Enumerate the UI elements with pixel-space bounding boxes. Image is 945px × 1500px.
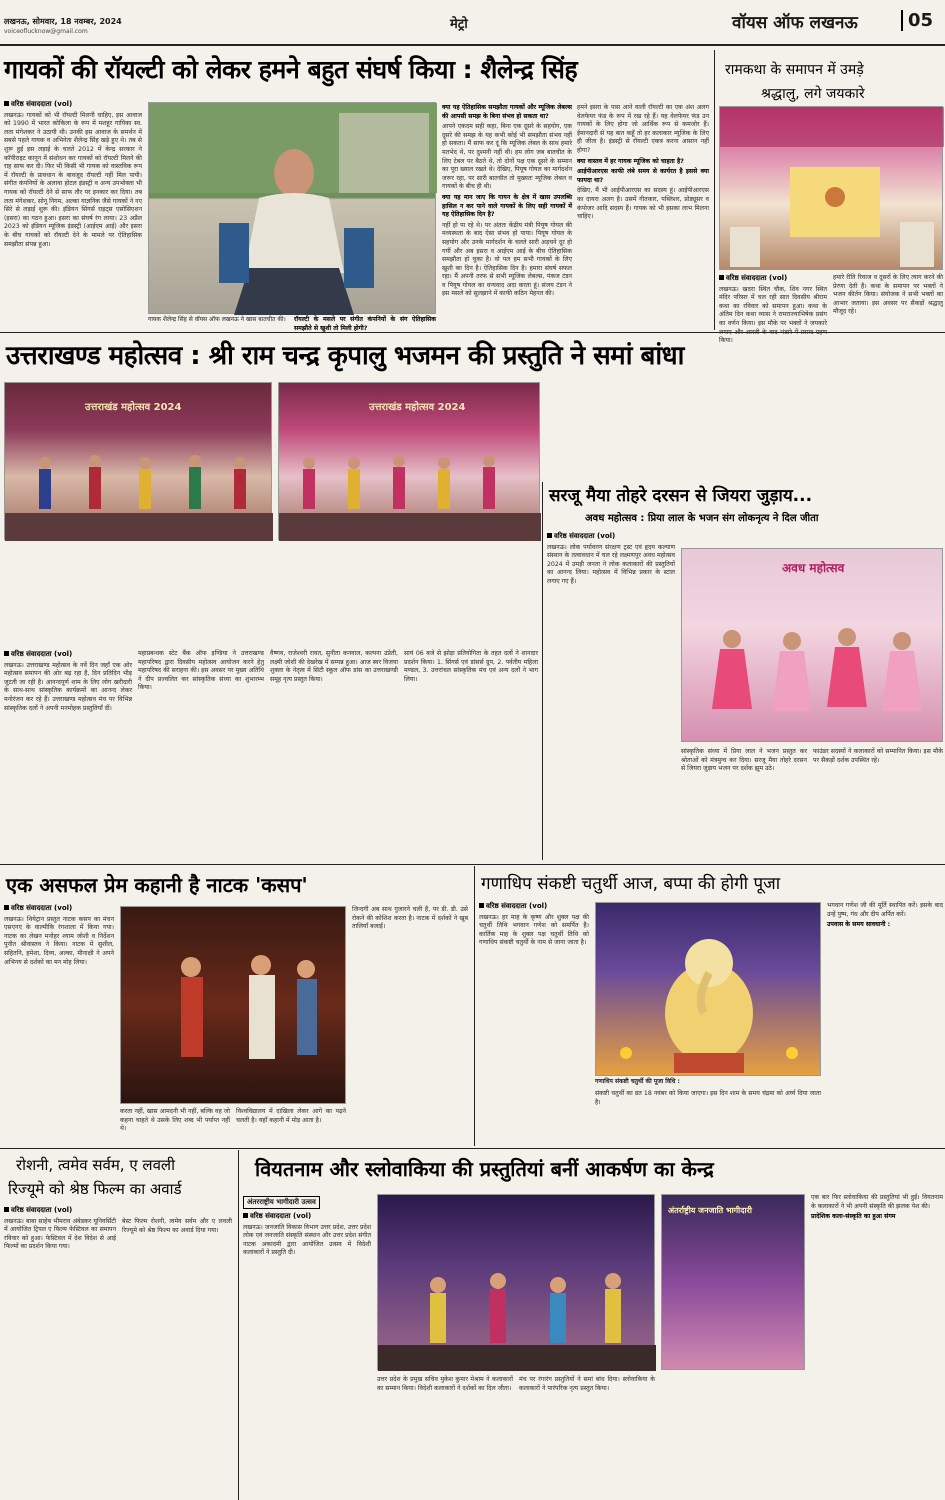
email: voiceoflucknow@gmail.com bbox=[4, 28, 88, 35]
body-text: बेस्ट फिल्म रोशनी, त्वमेव सर्वम और ए लवली रिज्यूमे को श्रेष्ठ फिल्म का अवार्ड दिया गया। bbox=[122, 1218, 232, 1234]
body-text: महाप्रबन्धक स्टेट बैंक ऑफ इण्डिया ने उत्तराखण्ड महापरिषद द्वारा दिवसीय महोत्सव आयोजन करने हेतु महापरिषद की सराहना की। इस अवसर पर मुख्य अतिथि ने दीप प्रज्वलित कर सांस्कृतिक संध्या का शुभारम्भ किया। bbox=[138, 650, 264, 692]
headline-ramkatha-1: रामकथा के समापन में उमड़े bbox=[725, 62, 864, 78]
body-text: संकष्टी चतुर्थी का व्रत 18 नवंबर को किया जाएगा। इस दिन शाम के समय चंद्रमा को अर्घ्य दिया जाता है। bbox=[595, 1090, 821, 1106]
story-awadh-col2 bbox=[681, 748, 807, 858]
brand-title: वॉयस ऑफ लखनऊ bbox=[732, 13, 858, 33]
stage-illustration bbox=[720, 107, 944, 271]
ganesha-idol-illustration bbox=[596, 903, 822, 1077]
body-text: हमने इसरा के पास आने वाली रॉयल्टी का एक अंश अलग वेलफेयर फंड के रूप में रख रहे हैं। यह वेलफेयर फंड उन गायकों के लिए होगा जो आर्थिक रूप से कमजोर हैं। ईमानदारी से यह बात कहूँ तो हर कलाकार म्यूजिक के लिए ही जीता है। इंडस्ट्री से रॉयल्टी एकत्र करना आसान नहीं होगा? bbox=[577, 104, 709, 154]
photo-ganesha bbox=[595, 902, 821, 1076]
story-royalty-col2 bbox=[294, 316, 436, 330]
headline-ramkatha-2: श्रद्धालु, लगे जयकारे bbox=[761, 86, 865, 102]
story-kasap bbox=[0, 866, 472, 1146]
subhead-awadh: अवध महोत्सव : प्रिया लाल के भजन संग लोकनृत्य ने दिल जीता bbox=[585, 513, 819, 524]
story-uttarakhand-col1 bbox=[4, 650, 132, 860]
body-text: लखनऊ। जनजाति विकास विभाग उत्तर प्रदेश, उत्तर प्रदेश लोक एवं जनजाति संस्कृति संस्थान और उत्तर प्रदेश संगीत नाटक अकादमी द्वारा आयोजित उत्सव में विदेशी कलाकारों ने प्रस्तुति दी। bbox=[243, 1223, 371, 1257]
byline: वरिष्ठ संवाददाता (vol) bbox=[11, 1206, 73, 1214]
story-royalty-col4 bbox=[577, 104, 709, 328]
body-text: नहीं हो पा रहे थे। पर अंततः केंद्रीय मंत्री पियूष गोयल की मध्यस्थता के बाद ऐसा संभव हो पाया। पियूष गोयल के सहयोग और उनके मार्गदर्शन के चलते सारी अड़चने दूर हो गयीं और अब इसरा व आईएम आई के बीच ऐतिहासिक समझौता हो चुका है। वो पल हम सभी गायकों के लिए खुशी का दिन है। ऐतिहासिक दिन है। हमारा संघर्ष सफल रहा। मैं अपनी तरफ से सभी म्यूजिक लेबल्स, पंकज टंडन व पियूष गोयल का धन्यवाद अदा करता हूं। संजय टंडन ने इस मसले को सुलझाने में काफी कठिन मेहनत की। bbox=[442, 221, 572, 298]
masthead bbox=[0, 0, 945, 44]
story-ramkatha-body bbox=[719, 274, 827, 345]
body-text: मंच पर रंगारंग प्रस्तुतियों ने समां बांध दिया। स्लोवाकिया के कलाकारों ने पारंपरिक नृत्य प्रस्तुत किया। bbox=[519, 1376, 655, 1392]
story-international-col1 bbox=[243, 1212, 371, 1498]
photo-caption: गायक शैलेन्द्र सिंह से वॉयस ऑफ लखनऊ ने खास बातचीत की। bbox=[148, 316, 286, 323]
photo-uttarakhand-2 bbox=[278, 382, 540, 540]
body-text: वैष्णव, राजेश्वरी रावत, सुनीता कनवाल, कल्पना उप्रेती, लक्ष्मी जोशी की देखरेख में सम्पन्न हुआ। आज स्वर विजया शुक्ला के नेतृत्व में सिटी स्कूल ऑफ डांस का उत्तराखण्डी समूह नृत्य प्रस्तुत किया। bbox=[270, 650, 398, 683]
photo-international bbox=[377, 1194, 655, 1370]
subhead: प्रादेशिक कला-संस्कृति का हुआ संगम bbox=[811, 1213, 896, 1221]
banner-text: अवध महोत्सव bbox=[782, 561, 845, 575]
story-awadh-col3 bbox=[813, 748, 943, 858]
photo-ramkatha bbox=[719, 106, 943, 270]
photo-shailendra-singh bbox=[148, 102, 436, 314]
story-international-col4 bbox=[811, 1194, 943, 1498]
byline: वरिष्ठ संवाददाता (vol) bbox=[250, 1212, 312, 1220]
dancers-illustration bbox=[279, 383, 541, 541]
story-ramkatha bbox=[717, 48, 945, 345]
story-ramkatha-body2 bbox=[833, 274, 943, 330]
byline: वरिष्ठ संवाददाता (vol) bbox=[11, 904, 73, 912]
section-label: मेट्रो bbox=[450, 17, 468, 32]
story-chaturthi-col1 bbox=[479, 902, 589, 1144]
story-royalty-col3 bbox=[442, 104, 572, 328]
story-uttarakhand bbox=[0, 380, 540, 860]
story-kasap-col3 bbox=[236, 1108, 346, 1144]
body-text: हमारे रीति रिवाज व दूसरों के लिए त्याग करने की प्रेरणा देती है। कथा के समापन पर भक्तों ने भजन कीर्तन किया। संयोजक ने सभी भक्तों का आभार जताया। इस अवसर पर सैकड़ों श्रद्धालु मौजूद रहे। bbox=[833, 274, 943, 316]
byline: वरिष्ठ संवाददाता (vol) bbox=[11, 650, 73, 658]
question: क्या यह मान जाए कि गायन के क्षेत्र में खास उपलब्धि हासिल न कर पाने वाले गायकों के लिए सही गायकों में यह ऐतिहासिक दिन है? bbox=[442, 193, 572, 219]
section-label: अंतरराष्ट्रीय भागीदारी उत्सव bbox=[243, 1196, 320, 1209]
headline-film-1: रोशनी, त्वमेव सर्वम, ए लवली bbox=[16, 1156, 175, 1174]
story-uttarakhand-col2 bbox=[138, 650, 264, 860]
page-number: 05 bbox=[901, 10, 933, 31]
body-text: एक बार फिर स्लोवाकिया की प्रस्तुतियां भी हुईं। वियतनाम के कलाकारों ने भी अपनी संस्कृति की झलक पेश की। bbox=[811, 1194, 943, 1210]
question: क्या यह ऐतिहासिक समझौता गायकों और म्यूजिक लेबल्स की आपसी समझ के बिना संभव हो सकता था? bbox=[442, 104, 572, 120]
story-royalty bbox=[0, 48, 712, 330]
headline-uttarakhand: उत्तराखण्ड महोत्सव : श्री राम चन्द्र कृपालु भजमन की प्रस्तुति ने समां बांधा bbox=[6, 341, 684, 371]
body-text: उत्तर प्रदेश के प्रमुख सचिव मुकेश कुमार मेश्राम ने कलाकारों का सम्मान किया। विदेशी कलाकारों ने दर्शकों का दिल जीता। bbox=[377, 1376, 513, 1392]
body-text: आपने एकदम सही कहा, बिना एक दूसरे के सहयोग, एक दूसरे की समझ के यह कभी कोई भी समझौता संभव नहीं हो सकता। मैं साफ कर दूं कि म्यूजिक लेबल के साथ हमारे मतभेद थे, पर दुश्मनी नहीं थी। हम लोग जब बातचीत के लिए टेबल पर बैठते थे, तो दोनों पक्ष एक दूसरे के सम्मान का पूरा ख्याल रखते थे। देखिए, पियूष गोयल का मार्गदर्शन जरूर रहा, पर सारी बातचीत तो मुख्यतः म्यूजिक लेबल व गायकों के बीच ही थी। bbox=[442, 123, 572, 191]
story-film-col2 bbox=[122, 1218, 232, 1496]
story-kasap-col4 bbox=[352, 906, 468, 1144]
body-text: सायं 06 बजे से झोड़ा प्रतियोगिता के तहत दलों ने शानदार प्रदर्शन किया। 1. सिंगर्स एवं डांसर्स ग्रुप, 2. पर्वतीय महिला मण्डल, 3. उत्तरांचल सांस्कृतिक मंच एवं अन्य दलों ने भाग लिया। bbox=[404, 650, 538, 683]
body-text: लखनऊ। हर माह के कृष्ण और शुक्ल पक्ष की चतुर्थी तिथि भगवान गणेश को समर्पित है। कार्तिक माह के शुक्ल पक्ष चतुर्थी तिथि को गणाधिप संकष्टी चतुर्थी के नाम से जाना जाता है। bbox=[479, 913, 589, 947]
subhead: उपवास के समय सावधानी : bbox=[827, 921, 891, 929]
headline-chaturthi: गणाधिप संकष्टी चतुर्थी आज, बप्पा की होगी पूजा bbox=[481, 874, 781, 894]
question: आईपीआरएस काफी लंबे समय से कार्यरत है इससे क्या फायदा था? bbox=[577, 168, 709, 184]
story-chaturthi-col2 bbox=[595, 1090, 821, 1144]
question: क्या वास्तव में हर गायक म्यूजिक को चाहता है? bbox=[577, 157, 684, 165]
banner-text: उत्तराखंड महोत्सव 2024 bbox=[369, 402, 466, 413]
story-royalty-col1 bbox=[4, 100, 142, 328]
byline: वरिष्ठ संवाददाता (vol) bbox=[554, 532, 616, 540]
body-text: करता नहीं, खास आमदनी भी नहीं, बल्कि वह जो कहना चाहते थे उसके लिए शब्द भी पर्याप्त नहीं थे। bbox=[120, 1108, 230, 1133]
byline: वरिष्ठ संवाददाता (vol) bbox=[486, 902, 548, 910]
story-international-col2 bbox=[377, 1376, 513, 1498]
body-text: फाउंडर सदस्यों ने कलाकारों को सम्मानित किया। इस मौके पर सैकड़ों दर्शक उपस्थित रहे। bbox=[813, 748, 943, 764]
body-text: देखिए, मैं भी आईपीआरएस का सदस्य हूं। आईपीआरएस का दायरा अलग है। उसमें गीतकार, पब्लिशर, प्रोड्यूसर व कंपोजर आदि सदस्य हैं। गायक को भी इसका लाभ मिलना चाहिए। bbox=[577, 187, 709, 221]
headline-kasap: एक असफल प्रेम कहानी है नाटक 'कसप' bbox=[6, 873, 308, 897]
photo-caption: गणाधिप संकष्टी चतुर्थी की पूजा विधि : bbox=[595, 1078, 680, 1085]
story-kasap-col1 bbox=[4, 904, 114, 1144]
body-text: भगवान गणेश जी की मूर्ति स्थापित करें। इसके बाद उन्हें पुष्प, गंध और दीप अर्पित करें। bbox=[827, 902, 943, 918]
story-awadh-col1 bbox=[547, 532, 675, 812]
singer-figure-illustration bbox=[149, 103, 437, 315]
actors-illustration bbox=[121, 907, 347, 1105]
banner-text: अंतर्राष्ट्रीय जनजाति भागीदारी bbox=[668, 1206, 752, 1215]
story-kasap-col2 bbox=[120, 1108, 230, 1144]
question: रॉयल्टी के मसले पर संगीत कंपनियों के संग ऐतिहासिक समझौते से खुशी तो मिली होगी? bbox=[294, 316, 436, 332]
story-film-awards bbox=[0, 1150, 236, 1500]
headline-international: वियतनाम और स्लोवाकिया की प्रस्तुतियां बनीं आकर्षण का केन्द्र bbox=[255, 1157, 714, 1181]
story-international bbox=[241, 1150, 945, 1500]
dancers-illustration bbox=[5, 383, 273, 541]
story-international-col3 bbox=[519, 1376, 655, 1498]
body-text: लखनऊ। बाबा साहेब भीमराव अंबेडकर यूनिवर्सिटी में आयोजित ट्रिपल ए फिल्म फेस्टिवल का समापन रविवार को हुआ। फेस्टिवल में देश विदेश से आई फिल्मों का प्रदर्शन किया गया। bbox=[4, 1217, 116, 1251]
headline-royalty: गायकों की रॉयल्टी को लेकर हमने बहुत संघर्ष किया : शैलेन्द्र सिंह bbox=[4, 55, 578, 84]
story-awadh bbox=[545, 482, 945, 860]
story-chaturthi-col3 bbox=[827, 902, 943, 1144]
stage-performance-illustration bbox=[378, 1195, 656, 1371]
body-text: लखनऊ। खदरा स्थित चौक, शिव नगर स्थित मंदिर परिसर में चल रही सात दिवसीय श्रीराम कथा का रविवार को समापन हुआ। कथा के अंतिम दिन कथा व्यास ने रामराज्याभिषेक प्रसंग का वर्णन किया। इस मौके पर भक्तों ने जयकारे किया। bbox=[719, 285, 827, 345]
body-text: जिन्दगी अब साथ गुजारने चली है, पर डी. डी. उसे रोकने की कोशिश करता है। नाटक में दर्शकों ने खूब तालियाँ बजाईं। bbox=[352, 906, 468, 931]
photo-uttarakhand-1 bbox=[4, 382, 272, 540]
byline: वरिष्ठ संवाददाता (vol) bbox=[726, 274, 788, 282]
story-film-col1 bbox=[4, 1206, 116, 1496]
headline-awadh: सरजू मैया तोहरे दरसन से जियरा जुड़ाय... bbox=[549, 486, 813, 506]
photo-international-2 bbox=[661, 1194, 805, 1370]
photo-awadh-dancers bbox=[681, 548, 943, 742]
body-text: सांस्कृतिक संध्या में प्रिया लाल ने भजन प्रस्तुत कर श्रोताओं को मंत्रमुग्ध कर दिया। सरजू मैया तोहरे दरसन से जियरा जुड़ाय भजन पर दर्शक झूम उठे। bbox=[681, 748, 807, 773]
body-text: लखनऊ। उत्तराखण्ड महोत्सव के नवें दिन जहाँ एक ओर महोत्सव समापन की ओर बढ़ रहा है, दिन प्रतिदिन भीड़ जुटती जा रही है। आनन्दपूर्ण शाम के लिए लोग खरीदारी के साथ-साथ सांस्कृतिक कार्यक्रमों का आनन्द लेकर मनोरंजन कर रहे हैं। उत्तराखण्ड महोत्सव मंच पर विभिन्न सांस्कृतिक दलों ने अपनी मनमोहक प्रस्तुतियाँ दीं। bbox=[4, 661, 132, 712]
body-text: लखनऊ। गायकों को भी रॉयल्टी मिलनी चाहिए, इस आवाज को 1990 में भारत कोकिला के रूप में मशहूर गायिका स्व. लता मंगेशकर ने उठायी थी। उनकी इस आवाज के समर्थन में सबसे पहले गायक व अभिनेता शैलेन्द्र सिंह खड़े हुए थे। तब से शुरू हुई इस लड़ाई के चलते 2012 में केन्द्र सरकार ने कॉपीराइट कानून में संशोधन कर गायकों को रॉयल्टी मिलने की राह साफ कर दी। फिर भी किसी भी गायक को वास्तविक रूप में रॉयल्टी के प्रावधान के बावजूद रॉयल्टी नहीं मिल पायी। संगीत कंपनियों के अलावा होटल इंडस्ट्री व अन्य उपभोक्ता भी गायक को रॉयल्टी देने से साफ तौर पर इनकार कर दिया। तब लता मंगेशकर, सोनू निगम, अल्का याज्ञनिक जैसे गायकों ने नए सिरे से लड़ाई शुरू की। इंडियन सिंगर्स राइट्स एसोसिएशन (इसरा) का गठन हुआ। इसरा का संघर्ष रंग लाया। 23 अप्रैल 2023 को इंडियन म्यूजिक इंडस्ट्री (आईएम आई) और इसरा के बीच गायकों को रॉयल्टी देने के मामले पर ऐतिहासिक समझौता संपन्न हुआ। bbox=[4, 111, 142, 248]
banner-text: उत्तराखंड महोत्सव 2024 bbox=[85, 402, 182, 413]
body-text: विश्वविद्यालय में दाखिला लेकर आगे का पढ़ने चलती है। यहाँ कहानी में मोड़ आता है। bbox=[236, 1108, 346, 1124]
story-uttarakhand-col4 bbox=[404, 650, 538, 860]
body-text: लखनऊ। थियेट्रान प्रस्तुत नाटक कसप का मंचन एसएनए के वाल्मीकि रंगशाला में किया गया। नाटक का लेखन मनोहर श्याम जोशी व निर्देशन पुनीत श्रीवास्तव ने किया। नाटक में सुशील, सहितनि, हमेशा, दिव्य, अल्का, मीनाक्षी ने अपने अभिनय से दर्शकों का मन मोह लिया। bbox=[4, 915, 114, 966]
body-text: लखनऊ। लोक पर्यावरण संरक्षण ट्रस्ट एवं हृदय कल्याण संस्थान के तत्वावधान में चल रहे लक्ष्मणपुर अवध महोत्सव 2024 में उमड़ी जनता ने लोक कलाकारों की प्रस्तुतियों का आनन्द लिया। महोत्सव में विभिन्न प्रकार के स्टाल लगाए गए हैं। bbox=[547, 543, 675, 585]
photo-kasap-play bbox=[120, 906, 346, 1104]
dateline: लखनऊ, सोमवार, 18 नवम्बर, 2024 bbox=[4, 17, 122, 26]
byline: वरिष्ठ संवाददाता (vol) bbox=[11, 100, 73, 108]
girls-dancing-illustration bbox=[682, 549, 944, 743]
story-chaturthi bbox=[477, 866, 945, 1146]
headline-film-2: रिज्यूमे को श्रेष्ठ फिल्म का अवार्ड bbox=[8, 1180, 182, 1198]
story-uttarakhand-col3 bbox=[270, 650, 398, 860]
